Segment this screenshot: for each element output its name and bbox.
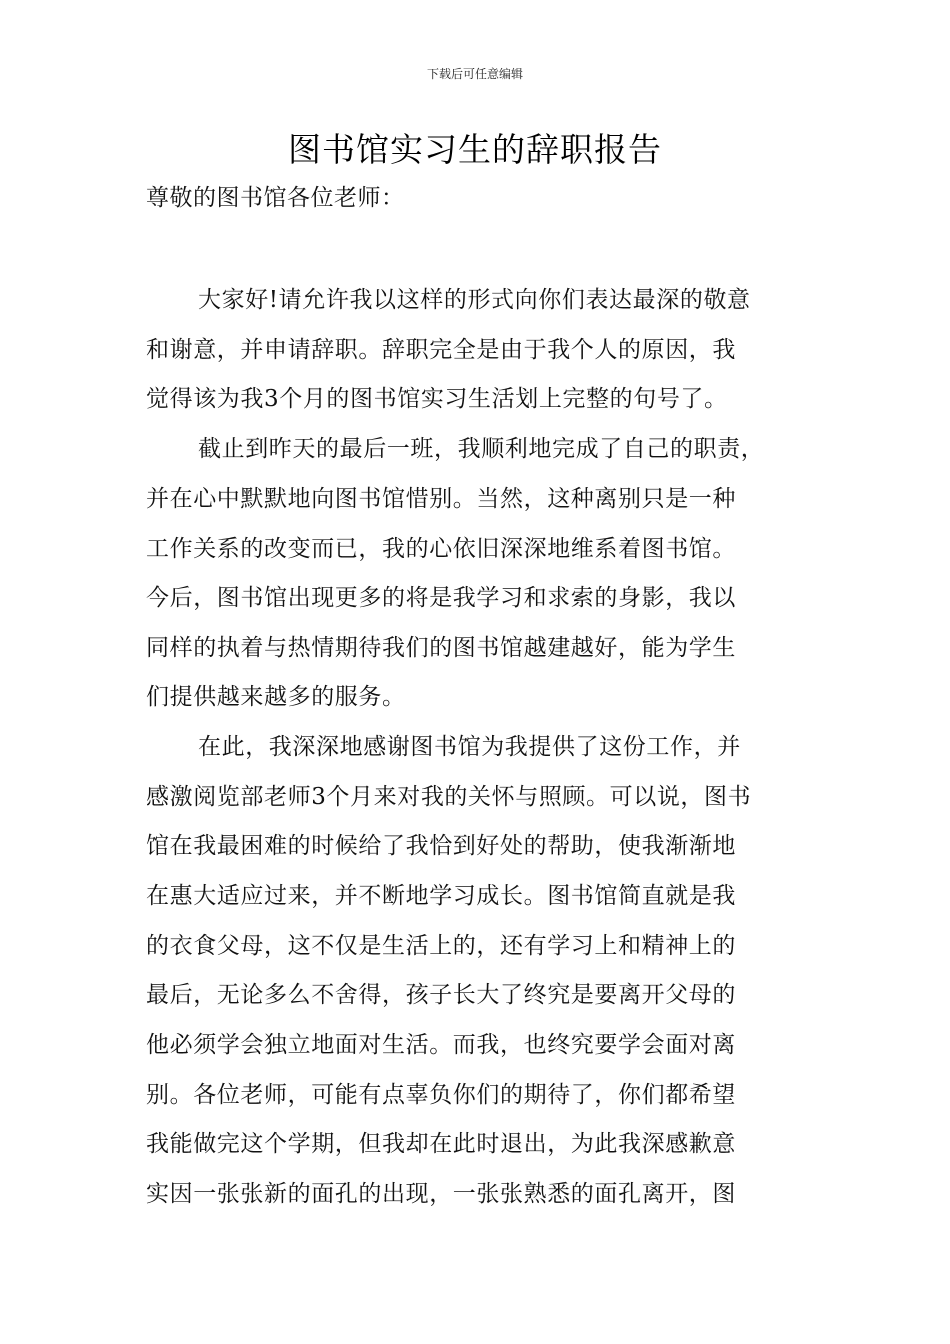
body-line: 截止到昨天的最后一班，我顺利地完成了自己的职责， bbox=[198, 436, 765, 462]
body-line: 觉得该为我3个月的图书馆实习生活划上完整的句号了。 bbox=[146, 386, 728, 412]
body-line: 最后，无论多么不舍得，孩子长大了终究是要离开父母的 bbox=[146, 982, 736, 1008]
body-line: 感激阅览部老师3个月来对我的关怀与照顾。可以说，图书 bbox=[146, 784, 752, 810]
body-line: 和谢意，并申请辞职。辞职完全是由于我个人的原因，我 bbox=[146, 337, 736, 363]
document-title: 图书馆实习生的辞职报告 bbox=[288, 130, 662, 169]
header-note: 下载后可任意编辑 bbox=[426, 67, 523, 81]
body-line: 今后，图书馆出现更多的将是我学习和求索的身影，我以 bbox=[146, 585, 736, 611]
body-line: 们提供越来越多的服务。 bbox=[146, 684, 406, 710]
body-line: 在此，我深深地感谢图书馆为我提供了这份工作，并 bbox=[198, 734, 741, 760]
body-line: 他必须学会独立地面对生活。而我，也终究要学会面对离 bbox=[146, 1032, 736, 1058]
body-line: 我能做完这个学期，但我却在此时退出，为此我深感歉意 bbox=[146, 1131, 736, 1157]
body-line: 馆在我最困难的时候给了我恰到好处的帮助，使我渐渐地 bbox=[146, 833, 736, 859]
body-line: 实因一张张新的面孔的出现，一张张熟悉的面孔离开，图 bbox=[146, 1181, 736, 1207]
body-line: 在惠大适应过来，并不断地学习成长。图书馆简直就是我 bbox=[146, 883, 736, 909]
body-line: 同样的执着与热情期待我们的图书馆越建越好，能为学生 bbox=[146, 635, 736, 661]
body-line: 工作关系的改变而已，我的心依旧深深地维系着图书馆。 bbox=[146, 536, 736, 562]
salutation: 尊敬的图书馆各位老师： bbox=[146, 185, 405, 211]
body-line: 别。各位老师，可能有点辜负你们的期待了，你们都希望 bbox=[146, 1082, 736, 1108]
body-line: 并在心中默默地向图书馆惜别。当然，这种离别只是一种 bbox=[146, 486, 736, 512]
body-line: 的衣食父母，这不仅是生活上的，还有学习上和精神上的 bbox=[146, 933, 736, 959]
body-line: 大家好!请允许我以这样的形式向你们表达最深的敬意 bbox=[198, 287, 751, 313]
